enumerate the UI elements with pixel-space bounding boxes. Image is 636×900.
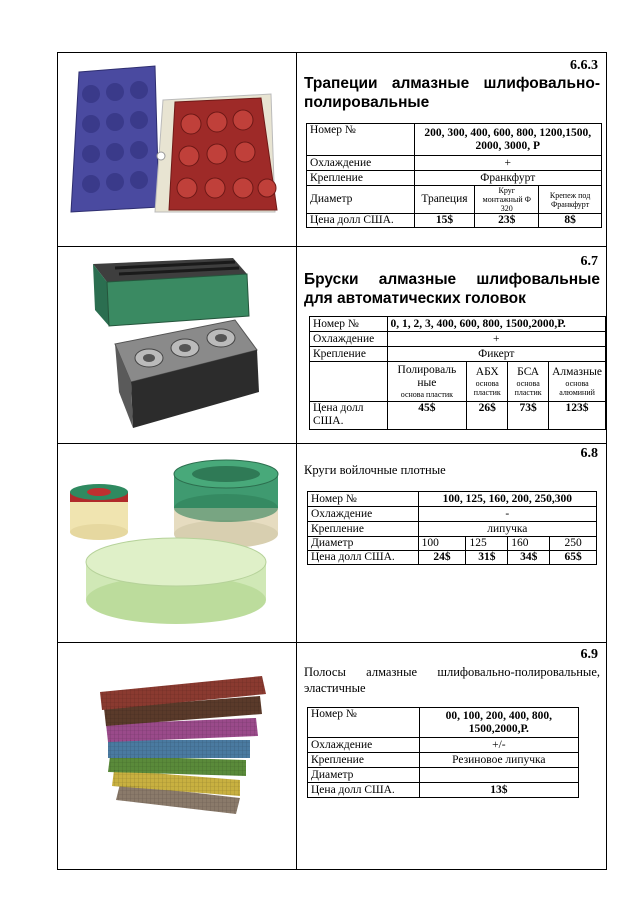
- label-diameter: Диаметр: [308, 537, 419, 551]
- price-mount-disc: 23$: [475, 214, 539, 228]
- diameter-trapezoid: Трапеция: [414, 186, 475, 214]
- diamond-strips-image: [90, 674, 270, 824]
- price-frankfurt-fixture: 8$: [539, 214, 602, 228]
- label-number: Номер №: [310, 317, 388, 332]
- section-number: 6.8: [580, 446, 598, 461]
- price-abh: 26$: [467, 402, 508, 430]
- type-abh: АБХ: [475, 366, 499, 378]
- label-cooling: Охлаждение: [308, 738, 420, 753]
- type-diamond: Алмазные: [552, 366, 602, 378]
- spec-table: [307, 491, 597, 565]
- label-mount: Крепление: [307, 171, 415, 186]
- title-line-1: Полосы алмазные шлифовально-полировальные,: [304, 665, 600, 679]
- mount-value: Франкфурт: [414, 171, 601, 186]
- spec-table: [306, 123, 602, 228]
- title-line-1: Трапеции алмазные шлифовально-: [304, 75, 600, 92]
- mount-value: Резиновое липучка: [419, 753, 578, 768]
- title-line-1: Бруски алмазные шлифовальные: [304, 271, 600, 288]
- row-divider-1: [57, 246, 607, 247]
- label-mount: Крепление: [308, 753, 420, 768]
- diameter-mount-disc: Круг монтажный Ф 320: [482, 186, 531, 213]
- label-cooling: Охлаждение: [310, 332, 388, 347]
- diameter-value: [419, 768, 578, 783]
- section-title: Круги войлочные плотные: [304, 463, 446, 477]
- label-diameter: Диаметр: [308, 768, 420, 783]
- diameter-list: 100, 125, 160, 200, 250,300: [418, 492, 596, 507]
- cooling-value: +/-: [419, 738, 578, 753]
- label-cooling: Охлаждение: [308, 507, 419, 522]
- price-trapezoid: 15$: [414, 214, 475, 228]
- price-250: 65$: [550, 551, 597, 565]
- cooling-value: +: [414, 156, 601, 171]
- section-number: 6.9: [580, 647, 598, 662]
- row-divider-2: [57, 443, 607, 444]
- mount-value: Фикерт: [387, 347, 605, 362]
- section-title: [304, 664, 600, 680]
- price-160: 34$: [508, 551, 550, 565]
- grit-numbers: 0, 1, 2, 3, 400, 600, 800, 1500,2000,Р.: [387, 317, 605, 332]
- type-abh-base: основа пластик: [473, 379, 501, 397]
- type-bsa: БСА: [517, 366, 540, 378]
- price-polishing: 45$: [387, 402, 467, 430]
- title-line-2: для автоматических головок: [304, 290, 526, 307]
- diamond-blocks-image: [85, 254, 265, 436]
- label-price: Цена долл США.: [308, 551, 419, 565]
- column-divider: [296, 52, 297, 870]
- label-number: Номер №: [307, 124, 415, 156]
- section-title: [304, 74, 600, 112]
- type-polishing-base: основа пластик: [400, 390, 454, 399]
- cooling-value: +: [387, 332, 605, 347]
- price-bsa: 73$: [508, 402, 549, 430]
- section-number: 6.6.3: [570, 58, 598, 73]
- grit-numbers: 00, 100, 200, 400, 800, 1500,2000,Р.: [419, 708, 578, 738]
- price-125: 31$: [466, 551, 508, 565]
- label-mount: Крепление: [310, 347, 388, 362]
- spec-table: [307, 707, 579, 798]
- empty-cell: [310, 362, 388, 402]
- section-title-continuation: эластичные: [304, 681, 366, 695]
- row-divider-3: [57, 642, 607, 643]
- diameter-160: 160: [508, 537, 550, 551]
- price-diamond: 123$: [549, 402, 606, 430]
- spec-table: [309, 316, 606, 430]
- diameter-frankfurt-fixture: Крепеж под Франкфурт: [549, 190, 591, 209]
- label-number: Номер №: [308, 708, 420, 738]
- diameter-125: 125: [466, 537, 508, 551]
- mount-value: липучка: [418, 522, 596, 537]
- cooling-value: -: [418, 507, 596, 522]
- section-number: 6.7: [580, 254, 598, 269]
- felt-wheels-image: [64, 450, 292, 636]
- price-value: 13$: [419, 783, 578, 798]
- label-number: Номер №: [308, 492, 419, 507]
- type-bsa-base: основа пластик: [514, 379, 542, 397]
- grit-numbers: 200, 300, 400, 600, 800, 1200,1500, 2000, 3000, Р: [414, 124, 601, 156]
- diamond-trapezoid-pads-image: [63, 62, 291, 240]
- label-price: Цена долл США.: [307, 214, 415, 228]
- type-polishing: Полироваль ные: [397, 364, 457, 389]
- label-cooling: Охлаждение: [307, 156, 415, 171]
- title-line-2: полировальные: [304, 94, 430, 111]
- price-100: 24$: [418, 551, 466, 565]
- diameter-100: 100: [418, 537, 466, 551]
- label-price: Цена долл США.: [310, 402, 388, 430]
- diameter-250: 250: [550, 537, 597, 551]
- label-mount: Крепление: [308, 522, 419, 537]
- type-diamond-base: основа алюминий: [559, 379, 595, 397]
- section-title: [304, 270, 600, 308]
- label-price: Цена долл США.: [308, 783, 420, 798]
- label-diameter: Диаметр: [307, 186, 415, 214]
